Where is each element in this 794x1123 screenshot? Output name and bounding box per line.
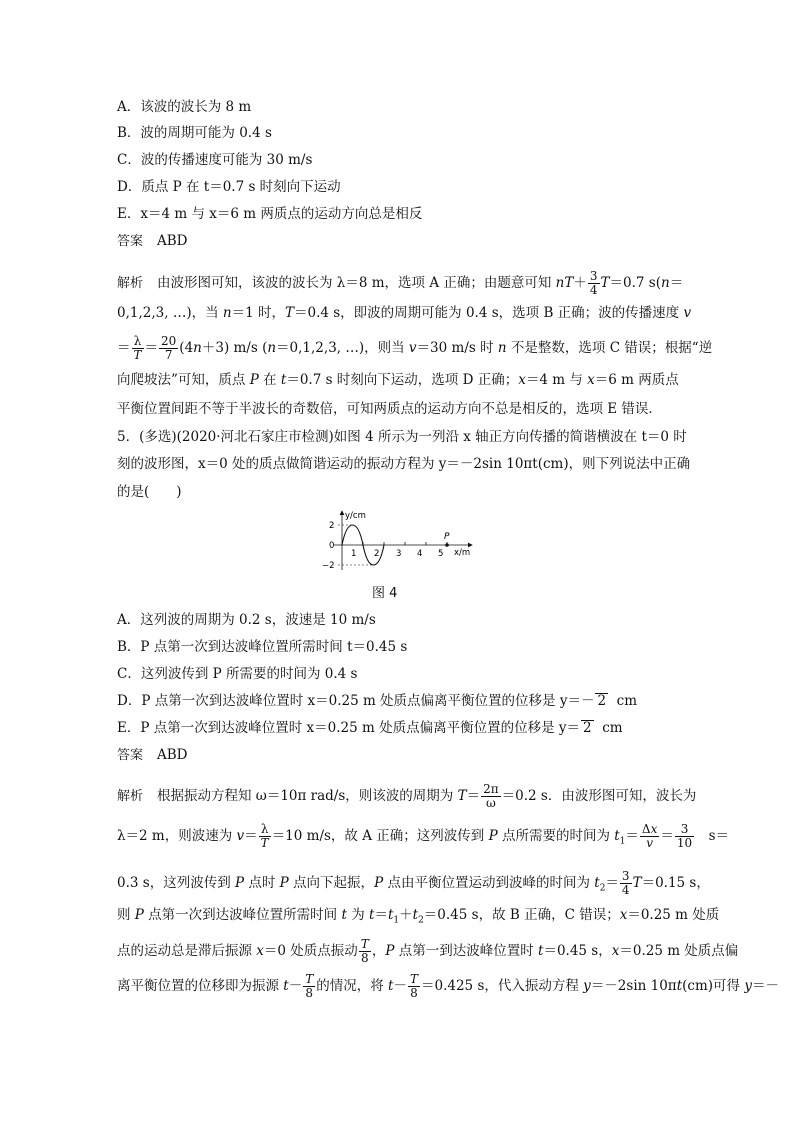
x-tick-label: 5: [438, 549, 444, 559]
wave-figure: [318, 508, 478, 576]
y-tick-label: 0: [329, 541, 335, 551]
q5-analysis-line-5: 点的运动总是滞后振源 x＝0 处质点振动 $\frac{T}{8}$ ，P 点第一到达波峰位置时 t＝0.45 s，x＝0.25 m 处质点偏: [117, 937, 739, 965]
q5-option-a: A．这列波的周期为 0.2 s，波速是 10 m/s: [117, 612, 376, 628]
x-axis-label: x/m: [454, 548, 471, 558]
q5-analysis-line-4: 则 P 点第一次到达波峰位置所需时间 t 为 $t=t_1+t_2=0.45$ s，故 B 正确，C 错误；x＝0.25 m 处质: [117, 907, 720, 926]
q4-option-d: D．质点 P 在 t＝0.7 s 时刻向下运动: [117, 179, 341, 195]
x-tick-label: 1: [351, 549, 357, 559]
q5-analysis-line-2: λ＝2 m，则波速为 v＝ $\frac{\lambda}{T}$ ＝10 m/s，故 A 正确；这列波传到 P 点所需要的时间为 $t_1=$ $\frac{\Delta x}{v}$ ＝ $\frac{3}{10}$ s＝: [117, 822, 730, 850]
x-tick-label: 4: [417, 549, 423, 559]
q4-option-a: A．该波的波长为 8 m: [117, 99, 252, 115]
q4-option-b: B．波的周期可能为 0.4 s: [117, 125, 272, 141]
analysis-label: 解析: [117, 789, 144, 804]
unit-cm: cm: [602, 720, 623, 736]
sqrt-two: 2: [597, 693, 607, 709]
point-p-label: P: [444, 532, 450, 542]
q4-analysis-line-5: 平衡位置间距不等于半波长的奇数倍，可知两质点的运动方向不总是相反的，选项 E 错误．: [117, 401, 662, 417]
q5-analysis-line-6: 离平衡位置的位移即为振源 t－ $\frac{T}{8}$ 的情况，将 t－ $\frac{T}{8}$ ＝0.425 s，代入振动方程 y＝－2sin 10πt(cm)可得 y＝－: [117, 972, 779, 1000]
q5-analysis-line-1: 解析 根据振动方程知 ω＝10π rad/s，则该波的周期为 T＝ $\frac{2\pi}{\omega}$ ＝0.2 s．由波形图可知，波长为: [117, 782, 697, 810]
q5-stem-line-2: 刻的波形图，x＝0 处的质点做简谐运动的振动方程为 y＝－2sin 10πt(cm)，则下列说法中正确: [117, 456, 691, 472]
x-tick-label: 2: [374, 549, 380, 559]
y-tick-label: 2: [329, 521, 335, 531]
q4-analysis-line-1: 解析 由波形图可知，该波的波长为 λ＝8 m，选项 A 正确；由题意可知 nT＋ $\frac{3}{4}$ T＝0.7 s(n＝: [117, 269, 684, 297]
figure-caption: 图 4: [372, 586, 398, 601]
answer-label: 答案: [117, 748, 144, 763]
unit-cm: cm: [616, 693, 638, 709]
q4-analysis-line-4: 向爬坡法”可知，质点 P 在 t＝0.7 s 时刻向下运动，选项 D 正确；x＝4 m 与 x＝6 m 两质点: [117, 372, 679, 388]
q4-option-c: C．波的传播速度可能为 30 m/s: [117, 152, 313, 168]
q4-analysis-line-3: ＝ $\frac{\lambda}{T}$ ＝ $\frac{20}{7}$ (4n＋3) m/s (n＝0,1,2,3, …)，则当 v＝30 m/s 时 n 不是整数，选项 C 错误；根据“逆: [117, 334, 713, 362]
q5-stem-line-1: 5．(多选)(2020·河北石家庄市检测)如图 4 所示为一列沿 x 轴正方向传播的简谐横波在 t＝0 时: [117, 429, 687, 445]
q5-option-e: [117, 718, 623, 738]
q5-option-c: C．这列波传到 P 所需要的时间为 0.4 s: [117, 666, 358, 682]
y-axis-label: y/cm: [345, 511, 366, 521]
q4-option-e: E．x＝4 m 与 x＝6 m 两质点的运动方向总是相反: [117, 206, 423, 222]
q5-option-e-text: E．P 点第一次到达波峰位置时 x＝0.25 m 处质点偏离平衡位置的位移是 y＝: [117, 720, 580, 736]
q5-answer: [117, 745, 188, 766]
q5-option-b: B．P 点第一次到达波峰位置所需时间 t＝0.45 s: [117, 639, 408, 655]
answer-value: ABD: [157, 747, 188, 763]
y-tick-label: −2: [322, 561, 335, 571]
answer-value: ABD: [157, 233, 188, 249]
q4-answer: [117, 231, 188, 252]
x-tick-label: 3: [396, 549, 402, 559]
answer-label: 答案: [117, 234, 144, 249]
analysis-label: 解析: [117, 276, 144, 291]
q5-analysis-line-3: 0.3 s，这列波传到 P 点时 P 点向下起振，P 点由平衡位置运动到波峰的时间为 $t_2=$ $\frac{3}{4}$ T＝0.15 s，: [117, 869, 710, 897]
q5-stem-line-3: 的是( ): [117, 484, 182, 500]
sqrt-two: 2: [583, 720, 592, 736]
point-p: [445, 543, 449, 547]
q5-option-d-text: D．P 点第一次到达波峰位置时 x＝0.25 m 处质点偏离平衡位置的位移是 y＝－: [117, 693, 595, 709]
q5-option-d: [117, 691, 637, 711]
q4-analysis-line-2: 0,1,2,3, …)，当 n＝1 时，T＝0.4 s，即波的周期可能为 0.4 s，选项 B 正确；波的传播速度 v: [117, 305, 692, 321]
